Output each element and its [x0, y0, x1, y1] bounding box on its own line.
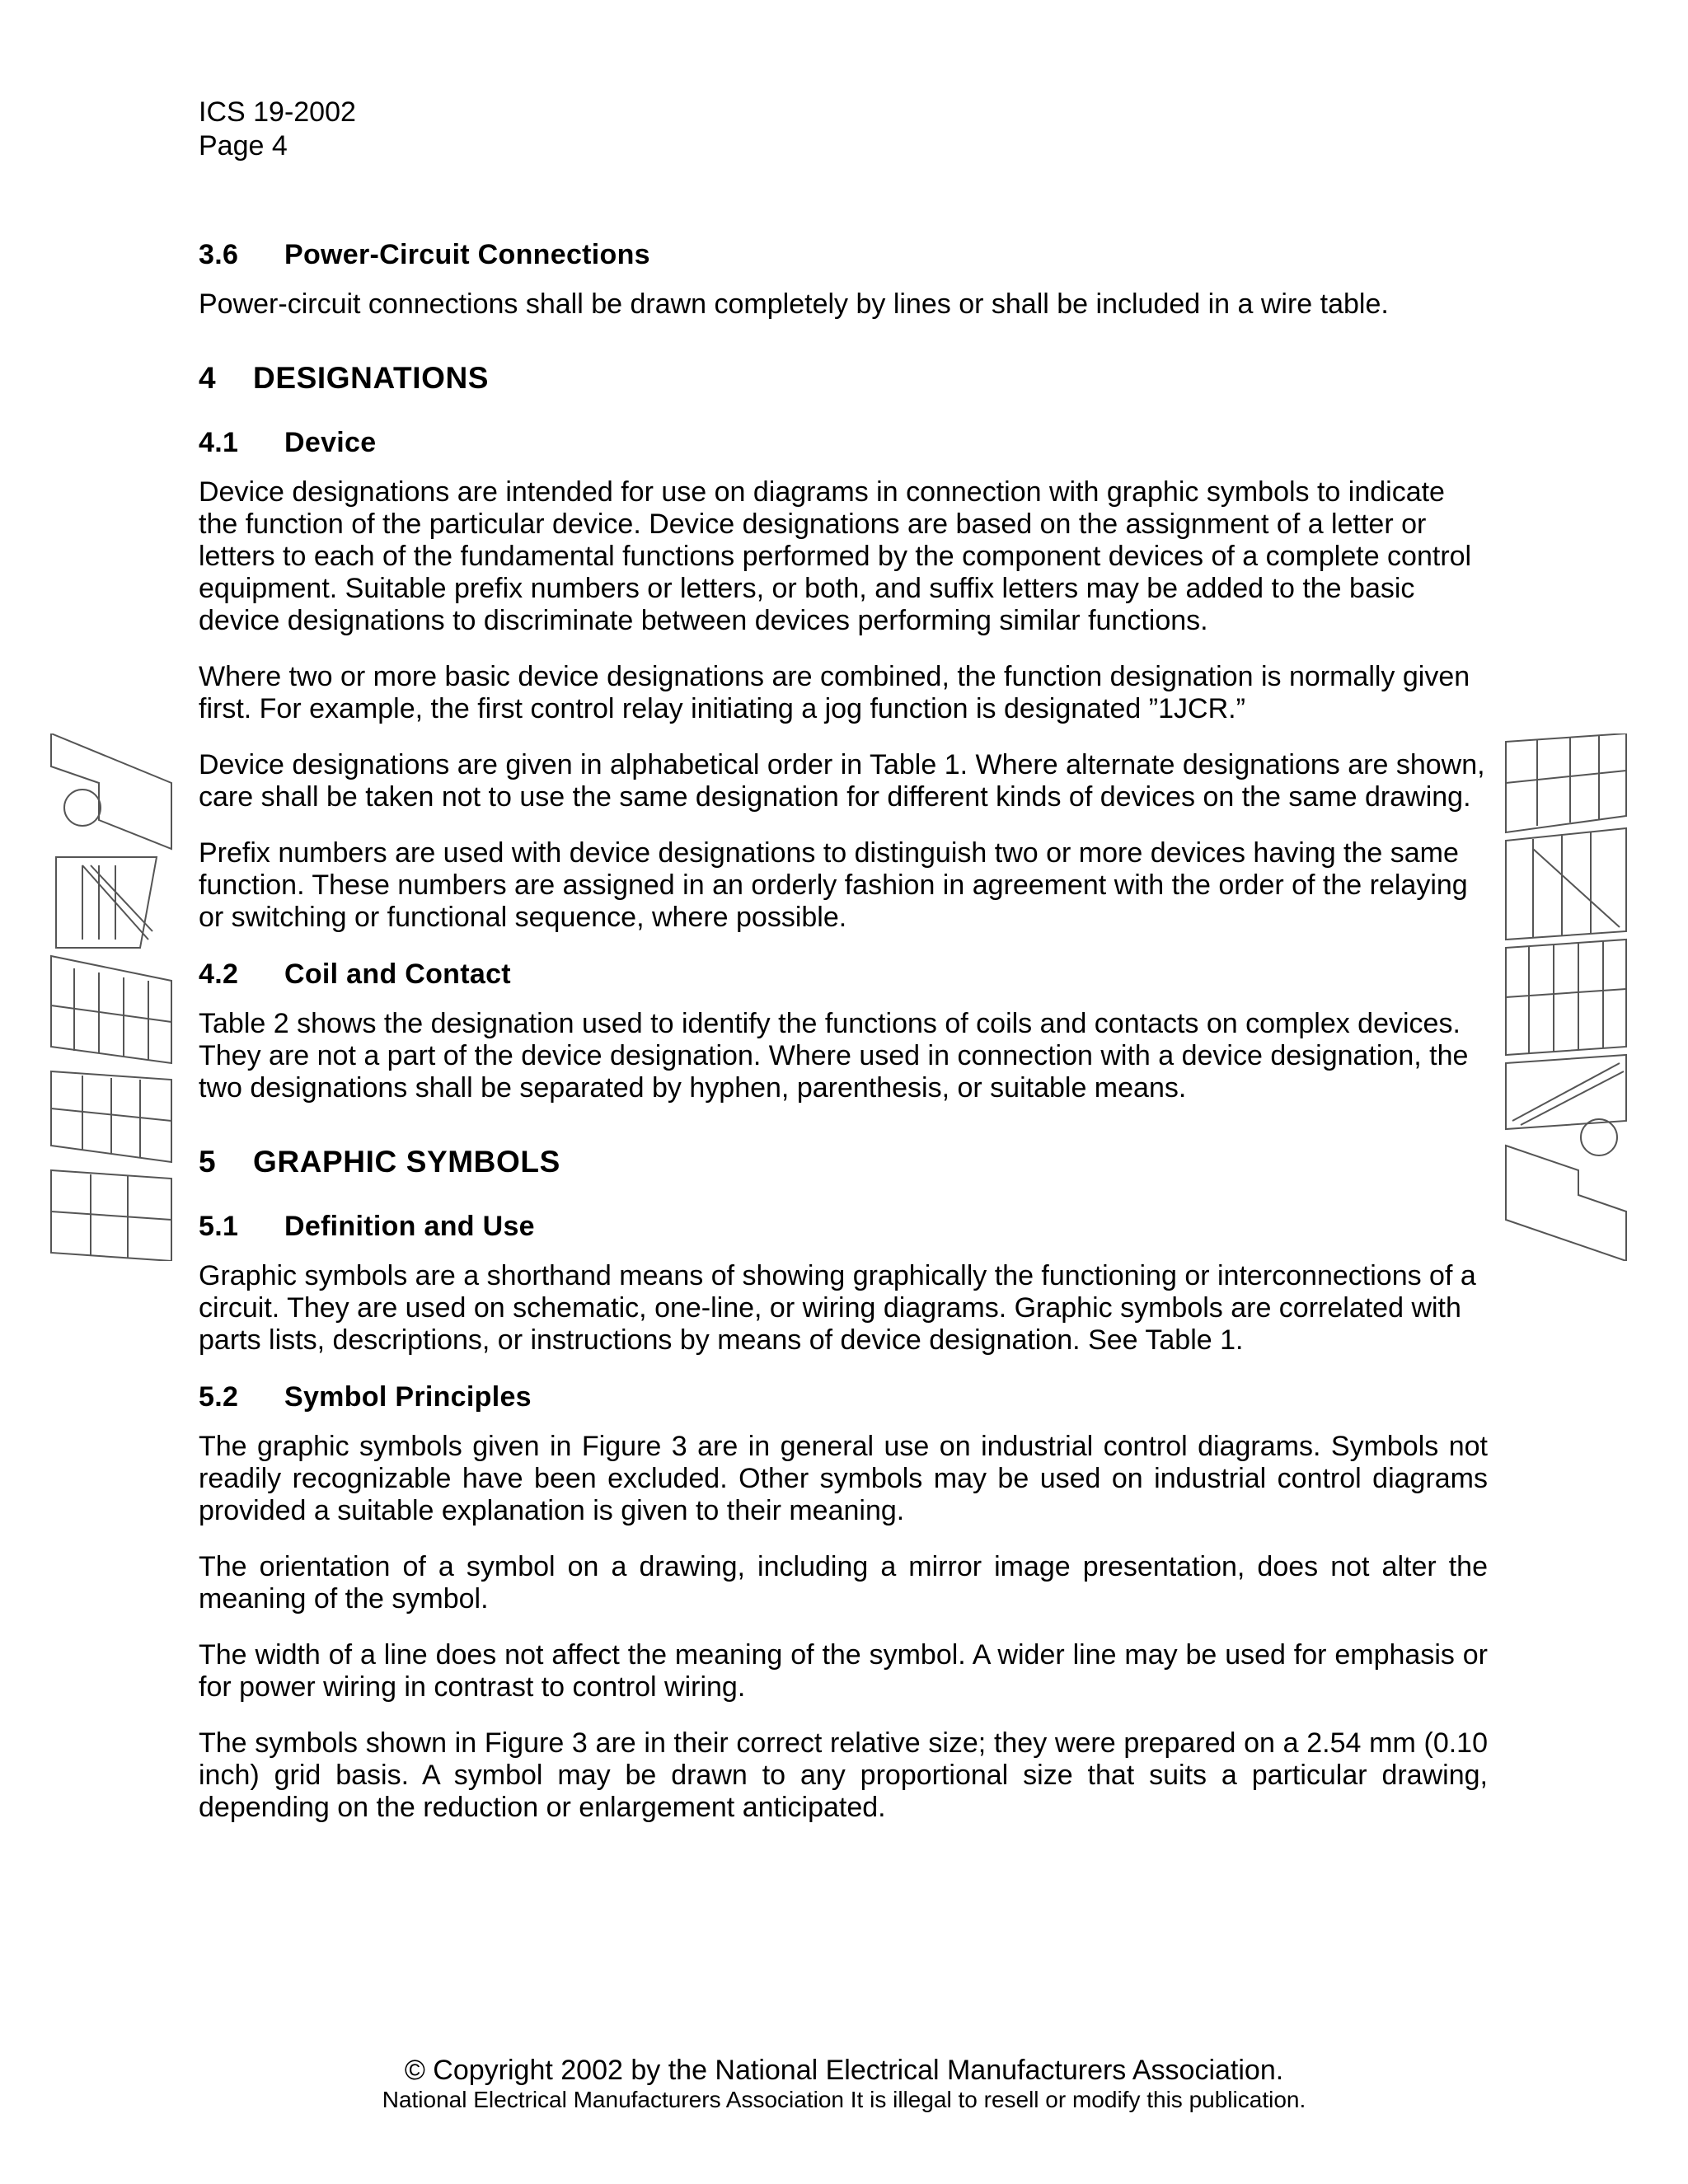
nema-logo-right-icon — [1504, 733, 1628, 1261]
copyright-line: © Copyright 2002 by the National Electrical Manufacturers Association. — [404, 2055, 1284, 2086]
page-number: Page 4 — [199, 130, 288, 162]
document-id: ICS 19-2002 — [199, 96, 356, 128]
page-header — [199, 96, 356, 163]
chapter-title: GRAPHIC SYMBOLS — [253, 1145, 560, 1179]
section-title: Device — [284, 427, 377, 458]
paragraph: The width of a line does not affect the meaning of the symbol. A wider line may be used for emphasis or for power wiring in contrast to control wiring. — [199, 1639, 1488, 1703]
section-number: 3.6 — [199, 239, 239, 270]
section-number: 4.2 — [199, 958, 239, 990]
section-title: Coil and Contact — [284, 958, 511, 990]
section-number: 5.1 — [199, 1211, 239, 1242]
paragraph: Where two or more basic device designations are combined, the function designation is normally given first. For example, the first control relay initiating a jog function is designated ”1JCR.” — [199, 661, 1470, 724]
section-heading — [199, 1210, 1488, 1244]
paragraph: The graphic symbols given in Figure 3 are in general use on industrial control diagrams. Symbols not readily recognizable have been excluded. Other symbols may be used on industrial control diagrams provided a suitable explanation is given to their meaning. — [199, 1431, 1488, 1526]
section-title: Power-Circuit Connections — [284, 239, 650, 270]
section-number: 5.2 — [199, 1381, 239, 1413]
chapter-heading — [199, 1144, 1488, 1180]
paragraph: The symbols shown in Figure 3 are in their correct relative size; they were prepared on a 2.54 mm (0.10 inch) grid basis. A symbol may be drawn to any proportional size that suits a particular drawing, depending on the reduction or enlargement anticipated. — [199, 1727, 1488, 1823]
section-title: Symbol Principles — [284, 1381, 532, 1413]
nema-logo-left-icon — [49, 733, 173, 1261]
page-content — [199, 238, 1488, 1848]
section-number: 4.1 — [199, 427, 239, 458]
paragraph: Prefix numbers are used with device designations to distinguish two or more devices having the same function. These numbers are assigned in an orderly fashion in agreement with the order of the relaying or switching or functional sequence, where possible. — [199, 837, 1468, 933]
section-title: Definition and Use — [284, 1211, 535, 1242]
resale-notice: National Electrical Manufacturers Association It is illegal to resell or modify this publication. — [382, 2087, 1306, 2112]
section-heading — [199, 958, 1488, 991]
section-heading — [199, 426, 1488, 460]
paragraph: The orientation of a symbol on a drawing, including a mirror image presentation, does not alter the meaning of the symbol. — [199, 1551, 1488, 1615]
paragraph: Table 2 shows the designation used to identify the functions of coils and contacts on complex devices. They are not a part of the device designation. Where used in connection with a device designation, the two designations shall be separated by hyphen, parenthesis, or suitable means. — [199, 1008, 1469, 1104]
section-heading — [199, 1380, 1488, 1414]
chapter-title: DESIGNATIONS — [253, 361, 490, 395]
paragraph: Device designations are intended for use on diagrams in connection with graphic symbols to indicate the function of the particular device. Device designations are based on the assignment of a letter or letters to each of the fundamental functions performed by the component devices of a complete control equipment. Suitable prefix numbers or letters, or both, and suffix letters may be added to the basic device designations to discriminate between devices performing similar functions. — [199, 476, 1472, 636]
paragraph: Device designations are given in alphabetical order in Table 1. Where alternate designations are shown, care shall be taken not to use the same designation for different kinds of devices on the same drawing. — [199, 749, 1485, 813]
section-heading — [199, 238, 1488, 272]
chapter-number: 5 — [199, 1145, 217, 1179]
paragraph: Graphic symbols are a shorthand means of showing graphically the functioning or interconnections of a circuit. They are used on schematic, one-line, or wiring diagrams. Graphic symbols are correlated with parts lists, descriptions, or instructions by means of device designation. See Table 1. — [199, 1260, 1476, 1356]
paragraph: Power-circuit connections shall be drawn completely by lines or shall be included in a wire table. — [199, 288, 1389, 320]
chapter-heading — [199, 360, 1488, 396]
chapter-number: 4 — [199, 361, 217, 395]
